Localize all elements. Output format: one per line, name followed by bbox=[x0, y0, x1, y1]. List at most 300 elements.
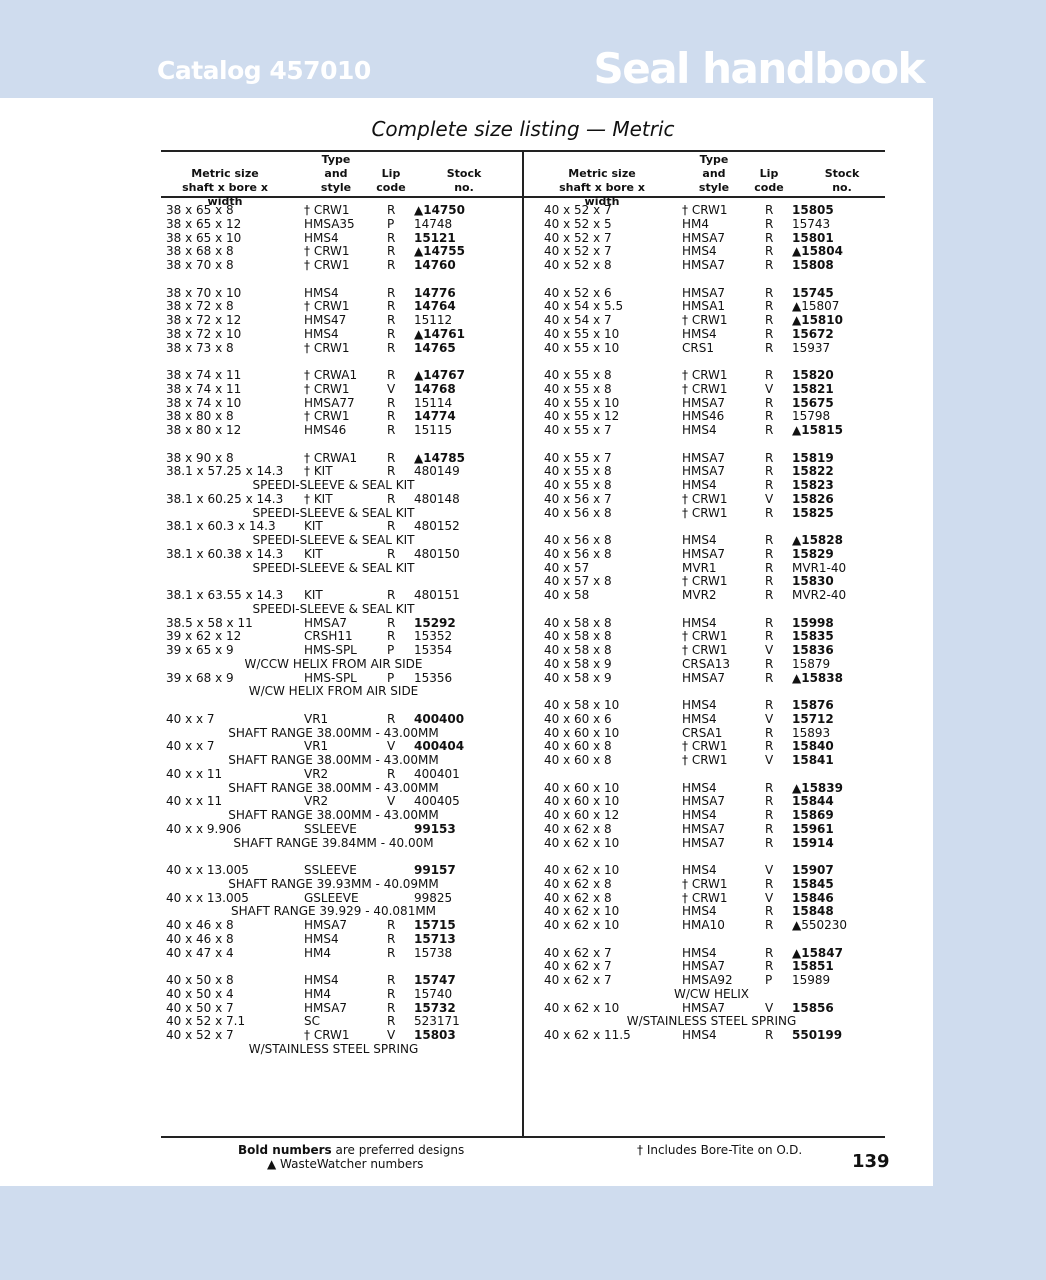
stock-cell: 15738 bbox=[414, 945, 453, 960]
colhead-type-line2: and bbox=[324, 167, 348, 180]
type-cell: HMSA7 bbox=[682, 959, 726, 974]
stock-cell: 14774 bbox=[414, 409, 456, 424]
size-cell: 38 x 72 x 10 bbox=[166, 326, 242, 341]
stock-cell: 15747 bbox=[414, 973, 456, 987]
stock-cell: 480149 bbox=[414, 464, 460, 479]
stock-cell: 15798 bbox=[792, 409, 831, 424]
stock-cell: 523171 bbox=[414, 1014, 460, 1029]
lip-cell: R bbox=[387, 450, 396, 465]
size-cell: 40 x 58 x 9 bbox=[544, 670, 612, 685]
stock-cell: 400404 bbox=[414, 739, 465, 754]
stock-cell: 15914 bbox=[792, 835, 834, 850]
type-cell: VR2 bbox=[304, 794, 329, 809]
size-cell: 40 x 52 x 7 bbox=[166, 1028, 234, 1042]
size-cell: 40 x 62 x 10 bbox=[544, 1000, 620, 1015]
stock-cell: 480151 bbox=[414, 588, 460, 602]
size-cell: 40 x 62 x 8 bbox=[544, 890, 612, 905]
size-cell: 38.1 x 63.55 x 14.3 bbox=[166, 588, 284, 602]
type-cell: HMSA7 bbox=[682, 258, 726, 272]
listing-note: SPEEDI-SLEEVE & SEAL KIT bbox=[252, 601, 415, 616]
lip-cell: R bbox=[765, 1028, 774, 1042]
listing-note: SHAFT RANGE 39.929 - 40.081MM bbox=[230, 904, 437, 919]
stock-cell: MVR2-40 bbox=[792, 588, 847, 602]
lip-cell: R bbox=[765, 546, 774, 561]
type-cell: GSLEEVE bbox=[304, 890, 359, 905]
type-cell: † CRW1 bbox=[304, 381, 350, 396]
size-cell: 38.1 x 60.25 x 14.3 bbox=[166, 491, 284, 506]
colhead-lip-line2: code bbox=[376, 181, 406, 194]
stock-cell: 480152 bbox=[414, 519, 460, 534]
stock-cell: 15672 bbox=[792, 326, 834, 341]
type-cell: † KIT bbox=[304, 464, 333, 479]
listing-note: W/STAINLESS STEEL SPRING bbox=[248, 1041, 419, 1056]
type-cell: † KIT bbox=[304, 491, 333, 506]
colhead-size-right-line2: shaft x bore x width bbox=[559, 181, 645, 208]
stock-cell: 15937 bbox=[792, 340, 831, 355]
stock-cell: 15675 bbox=[792, 395, 834, 410]
size-cell: 40 x 55 x 10 bbox=[544, 395, 620, 410]
lip-cell: R bbox=[387, 409, 396, 424]
size-cell: 38 x 74 x 11 bbox=[166, 368, 242, 382]
lip-cell: R bbox=[387, 546, 396, 561]
type-cell: HMSA7 bbox=[682, 670, 726, 685]
type-cell: HMSA35 bbox=[304, 216, 355, 231]
lip-cell: R bbox=[765, 808, 774, 822]
stock-cell: 15732 bbox=[414, 1000, 456, 1015]
page-title: Complete size listing — Metric bbox=[371, 117, 675, 141]
size-cell: 40 x x 11 bbox=[166, 766, 223, 781]
lip-cell: R bbox=[765, 821, 774, 836]
footer-bold-rest: are preferred designs bbox=[331, 1143, 465, 1157]
colhead-size-line1: Metric size bbox=[191, 167, 259, 180]
size-cell: 40 x 62 x 11.5 bbox=[544, 1028, 631, 1042]
stock-cell: 15805 bbox=[792, 203, 834, 217]
size-cell: 40 x 62 x 7 bbox=[544, 945, 612, 960]
type-cell: HMS4 bbox=[304, 230, 339, 245]
lip-cell: R bbox=[387, 711, 396, 726]
stock-cell: 15352 bbox=[414, 629, 453, 644]
size-cell: 40 x 62 x 10 bbox=[544, 835, 620, 850]
size-cell: 40 x 60 x 10 bbox=[544, 725, 620, 740]
size-cell: 40 x 60 x 10 bbox=[544, 780, 620, 795]
size-cell: 40 x 56 x 8 bbox=[544, 505, 612, 520]
stock-cell: 15114 bbox=[414, 395, 453, 410]
size-cell: 40 x 55 x 7 bbox=[544, 423, 612, 437]
type-cell: SC bbox=[304, 1014, 320, 1029]
type-cell: KIT bbox=[304, 588, 323, 602]
size-cell: 38.5 x 58 x 11 bbox=[166, 615, 253, 630]
type-cell: † CRW1 bbox=[304, 258, 350, 272]
type-cell: HM4 bbox=[682, 216, 710, 231]
type-cell: MVR1 bbox=[682, 560, 717, 575]
type-cell: CRSA13 bbox=[682, 656, 731, 671]
listing-note: W/CCW HELIX FROM AIR SIDE bbox=[244, 656, 423, 671]
type-cell: † CRW1 bbox=[682, 643, 728, 657]
size-cell: 40 x 52 x 7 bbox=[544, 203, 612, 217]
stock-cell: ▲15847 bbox=[792, 945, 843, 960]
lip-cell: R bbox=[765, 835, 774, 850]
lip-cell: R bbox=[387, 615, 396, 630]
footer-wastewatcher-note: ▲ WasteWatcher numbers bbox=[267, 1157, 424, 1171]
lip-cell: R bbox=[765, 450, 774, 465]
size-cell: 40 x 58 x 8 bbox=[544, 643, 612, 657]
size-cell: 40 x 47 x 4 bbox=[166, 945, 234, 960]
size-cell: 40 x 52 x 7.1 bbox=[166, 1014, 246, 1029]
lip-cell: R bbox=[387, 423, 396, 437]
size-cell: 38 x 73 x 8 bbox=[166, 340, 234, 355]
type-cell: † CRW1 bbox=[682, 203, 728, 217]
size-cell: 38 x 70 x 10 bbox=[166, 285, 242, 300]
lip-cell: R bbox=[765, 588, 774, 602]
lip-cell: P bbox=[387, 670, 395, 685]
stock-cell: 15879 bbox=[792, 656, 831, 671]
stock-cell: 15356 bbox=[414, 670, 453, 685]
colhead-stock-line1: Stock bbox=[446, 167, 482, 180]
lip-cell: R bbox=[765, 340, 774, 355]
stock-cell: MVR1-40 bbox=[792, 560, 847, 575]
type-cell: † CRW1 bbox=[682, 629, 728, 644]
type-cell: HMSA7 bbox=[682, 230, 726, 245]
lip-cell: R bbox=[765, 629, 774, 644]
stock-cell: 14768 bbox=[414, 381, 456, 396]
size-cell: 40 x 46 x 8 bbox=[166, 918, 234, 932]
size-cell: 40 x x 13.005 bbox=[166, 890, 249, 905]
size-cell: 40 x 58 x 9 bbox=[544, 656, 612, 671]
size-cell: 40 x 52 x 7 bbox=[544, 230, 612, 245]
lip-cell: R bbox=[765, 959, 774, 974]
size-cell: 38 x 72 x 8 bbox=[166, 299, 234, 314]
lip-cell: R bbox=[765, 313, 774, 327]
size-cell: 40 x 55 x 8 bbox=[544, 464, 612, 479]
stock-cell: ▲14755 bbox=[414, 244, 465, 259]
type-cell: † CRW1 bbox=[682, 876, 728, 891]
colhead-lip-right bbox=[752, 167, 786, 195]
lip-cell: R bbox=[765, 739, 774, 754]
type-cell: HMS4 bbox=[682, 244, 717, 259]
lip-cell: R bbox=[765, 670, 774, 685]
size-cell: 40 x 58 bbox=[544, 588, 590, 602]
size-cell: 40 x 58 x 8 bbox=[544, 615, 612, 630]
lip-cell: R bbox=[765, 656, 774, 671]
colhead-type-right-line3: style bbox=[698, 181, 730, 194]
type-cell: HMS4 bbox=[304, 326, 339, 341]
listing-note: SHAFT RANGE 38.00MM - 43.00MM bbox=[228, 753, 439, 767]
size-cell: 38 x 74 x 10 bbox=[166, 395, 242, 410]
stock-cell: ▲550230 bbox=[792, 918, 848, 932]
stock-cell: 15876 bbox=[792, 698, 834, 712]
lip-cell: R bbox=[387, 986, 396, 1001]
lip-cell: R bbox=[765, 285, 774, 300]
listing-note: SPEEDI-SLEEVE & SEAL KIT bbox=[252, 505, 415, 520]
colhead-stock-right bbox=[818, 167, 866, 195]
footer-bold-note bbox=[238, 1143, 464, 1157]
type-cell: HMS4 bbox=[682, 808, 717, 822]
size-cell: 38 x 74 x 11 bbox=[166, 381, 242, 396]
stock-cell: 15989 bbox=[792, 973, 831, 987]
lip-cell: V bbox=[765, 381, 774, 396]
stock-cell: 15740 bbox=[414, 986, 453, 1001]
stock-cell: 99153 bbox=[414, 821, 456, 836]
size-cell: 38 x 65 x 10 bbox=[166, 230, 242, 245]
type-cell: HMS4 bbox=[682, 904, 717, 919]
type-cell: HMSA7 bbox=[682, 450, 726, 465]
listing-note: SHAFT RANGE 39.84MM - 40.00M bbox=[233, 835, 434, 850]
type-cell: SSLEEVE bbox=[304, 821, 357, 836]
size-cell: 40 x 56 x 8 bbox=[544, 533, 612, 547]
stock-cell: 15846 bbox=[792, 890, 834, 905]
lip-cell: R bbox=[765, 423, 774, 437]
lip-cell: R bbox=[387, 244, 396, 259]
type-cell: † CRW1 bbox=[304, 299, 350, 314]
lip-cell: R bbox=[387, 368, 396, 382]
stock-cell: 480148 bbox=[414, 491, 460, 506]
type-cell: HMS4 bbox=[682, 423, 717, 437]
size-cell: 40 x 62 x 10 bbox=[544, 918, 620, 932]
stock-cell: ▲14761 bbox=[414, 326, 465, 341]
size-cell: 40 x x 13.005 bbox=[166, 863, 249, 877]
type-cell: HMS-SPL bbox=[304, 643, 357, 657]
type-cell: HMS46 bbox=[682, 409, 725, 424]
size-cell: 40 x 60 x 12 bbox=[544, 808, 620, 822]
lip-cell: R bbox=[765, 326, 774, 341]
colhead-stock bbox=[440, 167, 488, 195]
colhead-stock-line2: no. bbox=[454, 181, 474, 194]
type-cell: HMS4 bbox=[682, 326, 717, 341]
type-cell: HMS-SPL bbox=[304, 670, 357, 685]
size-cell: 38.1 x 60.38 x 14.3 bbox=[166, 546, 284, 561]
lip-cell: R bbox=[387, 285, 396, 300]
type-cell: HMS4 bbox=[682, 533, 717, 547]
type-cell: CRSH11 bbox=[304, 629, 353, 644]
stock-cell: 15822 bbox=[792, 464, 834, 479]
type-cell: CRS1 bbox=[682, 340, 714, 355]
colhead-type-right bbox=[690, 153, 738, 195]
type-cell: † CRW1 bbox=[682, 739, 728, 754]
lip-cell: R bbox=[765, 464, 774, 479]
size-cell: 40 x 60 x 8 bbox=[544, 739, 612, 754]
lip-cell: R bbox=[765, 244, 774, 259]
lip-cell: R bbox=[765, 230, 774, 245]
type-cell: † CRW1 bbox=[682, 505, 728, 520]
stock-cell: 99825 bbox=[414, 890, 453, 905]
colhead-size-right-line1: Metric size bbox=[568, 167, 636, 180]
type-cell: HMS4 bbox=[304, 931, 339, 946]
lip-cell: R bbox=[765, 258, 774, 272]
stock-cell: 15851 bbox=[792, 959, 834, 974]
type-cell: HMSA7 bbox=[682, 835, 726, 850]
size-cell: 40 x 52 x 5 bbox=[544, 216, 612, 231]
size-cell: 40 x 60 x 8 bbox=[544, 753, 612, 767]
stock-cell: 99157 bbox=[414, 863, 456, 877]
lip-cell: R bbox=[765, 725, 774, 740]
type-cell: HMSA1 bbox=[682, 299, 726, 314]
stock-cell: 15840 bbox=[792, 739, 834, 754]
type-cell: HMSA7 bbox=[682, 821, 726, 836]
type-cell: HM4 bbox=[304, 986, 332, 1001]
lip-cell: R bbox=[387, 1014, 396, 1029]
stock-cell: ▲14767 bbox=[414, 368, 465, 382]
size-cell: 39 x 65 x 9 bbox=[166, 643, 234, 657]
listing-note: SHAFT RANGE 38.00MM - 43.00MM bbox=[228, 808, 439, 822]
stock-cell: 15869 bbox=[792, 808, 834, 822]
stock-cell: 15998 bbox=[792, 615, 834, 630]
lip-cell: R bbox=[765, 299, 774, 314]
size-cell: 40 x 52 x 8 bbox=[544, 258, 612, 272]
page-number: 139 bbox=[852, 1151, 890, 1172]
size-cell: 40 x 57 x 8 bbox=[544, 574, 612, 589]
type-cell: CRSA1 bbox=[682, 725, 723, 740]
lip-cell: R bbox=[387, 313, 396, 327]
stock-cell: 15844 bbox=[792, 794, 834, 809]
size-cell: 40 x 55 x 10 bbox=[544, 326, 620, 341]
lip-cell: R bbox=[387, 629, 396, 644]
size-cell: 38 x 65 x 12 bbox=[166, 216, 242, 231]
type-cell: † CRW1 bbox=[304, 340, 350, 355]
colhead-type-right-line2: and bbox=[702, 167, 726, 180]
lip-cell: R bbox=[765, 574, 774, 589]
size-cell: 40 x 56 x 7 bbox=[544, 491, 612, 506]
size-cell: 38.1 x 57.25 x 14.3 bbox=[166, 464, 284, 479]
size-cell: 38 x 65 x 8 bbox=[166, 203, 234, 217]
type-cell: HMSA7 bbox=[682, 395, 726, 410]
type-cell: HMS4 bbox=[682, 863, 717, 877]
stock-cell: 15745 bbox=[792, 285, 834, 300]
type-cell: HMSA7 bbox=[682, 794, 726, 809]
type-cell: † CRW1 bbox=[682, 491, 728, 506]
stock-cell: 15961 bbox=[792, 821, 834, 836]
size-cell: 40 x x 9.906 bbox=[166, 821, 242, 836]
colhead-type-right-line1: Type bbox=[699, 153, 729, 166]
type-cell: HMSA7 bbox=[682, 285, 726, 300]
lip-cell: R bbox=[387, 326, 396, 341]
type-cell: KIT bbox=[304, 546, 323, 561]
type-cell: SSLEEVE bbox=[304, 863, 357, 877]
lip-cell: V bbox=[387, 739, 396, 754]
stock-cell: 14748 bbox=[414, 216, 453, 231]
type-cell: † CRW1 bbox=[682, 368, 728, 382]
stock-cell: 15825 bbox=[792, 505, 834, 520]
lip-cell: R bbox=[387, 395, 396, 410]
type-cell: HMSA7 bbox=[304, 615, 348, 630]
listing-note: W/CW HELIX FROM AIR SIDE bbox=[248, 684, 419, 699]
size-cell: 40 x 52 x 6 bbox=[544, 285, 612, 300]
type-cell: † CRW1 bbox=[682, 753, 728, 767]
size-cell: 40 x 58 x 10 bbox=[544, 698, 620, 712]
size-cell: 40 x 62 x 10 bbox=[544, 863, 620, 877]
stock-cell: 15848 bbox=[792, 904, 834, 919]
stock-cell: 15112 bbox=[414, 313, 453, 327]
lip-cell: R bbox=[387, 519, 396, 534]
stock-cell: 15845 bbox=[792, 876, 834, 891]
stock-cell: 15115 bbox=[414, 423, 453, 437]
lip-cell: R bbox=[765, 395, 774, 410]
lip-cell: R bbox=[765, 533, 774, 547]
size-cell: 38 x 70 x 8 bbox=[166, 258, 234, 272]
lip-cell: V bbox=[387, 794, 396, 809]
type-cell: HMS4 bbox=[682, 615, 717, 630]
lip-cell: R bbox=[387, 1000, 396, 1015]
size-cell: 40 x 55 x 8 bbox=[544, 368, 612, 382]
stock-cell: 15713 bbox=[414, 931, 456, 946]
size-cell: 40 x 60 x 6 bbox=[544, 711, 612, 726]
lip-cell: R bbox=[765, 918, 774, 932]
stock-cell: 15823 bbox=[792, 478, 834, 492]
size-cell: 40 x x 7 bbox=[166, 711, 215, 726]
type-cell: † CRW1 bbox=[304, 409, 350, 424]
type-cell: VR2 bbox=[304, 766, 329, 781]
type-cell: † CRWA1 bbox=[304, 368, 358, 382]
colhead-size-line2: shaft x bore x width bbox=[182, 181, 268, 208]
type-cell: HMS47 bbox=[304, 313, 347, 327]
size-cell: 40 x 54 x 7 bbox=[544, 313, 612, 327]
stock-cell: 15820 bbox=[792, 368, 834, 382]
stock-cell: 15715 bbox=[414, 918, 456, 932]
listing-note: SHAFT RANGE 38.00MM - 43.00MM bbox=[228, 780, 439, 795]
lip-cell: R bbox=[765, 945, 774, 960]
type-cell: HMSA7 bbox=[682, 464, 726, 479]
size-cell: 40 x 60 x 10 bbox=[544, 794, 620, 809]
stock-cell: 15836 bbox=[792, 643, 834, 657]
lip-cell: R bbox=[765, 478, 774, 492]
stock-cell: 15907 bbox=[792, 863, 834, 877]
lip-cell: R bbox=[765, 698, 774, 712]
lip-cell: P bbox=[765, 973, 773, 987]
stock-cell: 15830 bbox=[792, 574, 834, 589]
handbook-title: Seal handbook bbox=[593, 44, 924, 93]
stock-cell: 15893 bbox=[792, 725, 831, 740]
type-cell: HM4 bbox=[304, 945, 332, 960]
lip-cell: R bbox=[765, 560, 774, 575]
stock-cell: 400405 bbox=[414, 794, 460, 809]
size-cell: 40 x x 11 bbox=[166, 794, 223, 809]
size-cell: 39 x 62 x 12 bbox=[166, 629, 242, 644]
lip-cell: R bbox=[387, 588, 396, 602]
colhead-stock-right-line1: Stock bbox=[824, 167, 860, 180]
size-cell: 40 x 55 x 10 bbox=[544, 340, 620, 355]
listing-note: W/CW HELIX bbox=[673, 986, 750, 1001]
type-cell: HMSA77 bbox=[304, 395, 355, 410]
lip-cell: R bbox=[387, 230, 396, 245]
stock-cell: ▲15815 bbox=[792, 423, 843, 437]
size-cell: 40 x 58 x 8 bbox=[544, 629, 612, 644]
listing-note: SHAFT RANGE 38.00MM - 43.00MM bbox=[228, 725, 439, 740]
type-cell: † CRW1 bbox=[682, 381, 728, 396]
lip-cell: P bbox=[387, 643, 395, 657]
stock-cell: 14764 bbox=[414, 299, 456, 314]
lip-cell: V bbox=[387, 381, 396, 396]
lip-cell: R bbox=[387, 491, 396, 506]
lip-cell: R bbox=[387, 931, 396, 946]
stock-cell: 15292 bbox=[414, 615, 456, 630]
size-cell: 40 x 55 x 7 bbox=[544, 450, 612, 465]
listing-note: SPEEDI-SLEEVE & SEAL KIT bbox=[252, 560, 415, 575]
type-cell: HMS46 bbox=[304, 423, 347, 437]
size-cell: 38 x 80 x 12 bbox=[166, 423, 242, 437]
type-cell: HMA10 bbox=[682, 918, 725, 932]
size-cell: 38 x 68 x 8 bbox=[166, 244, 234, 259]
type-cell: † CRW1 bbox=[304, 244, 350, 259]
colhead-lip-line1: Lip bbox=[381, 167, 401, 180]
size-cell: 40 x 50 x 7 bbox=[166, 1000, 234, 1015]
size-cell: 39 x 68 x 9 bbox=[166, 670, 234, 685]
size-cell: 38 x 90 x 8 bbox=[166, 450, 234, 465]
type-cell: MVR2 bbox=[682, 588, 717, 602]
stock-cell: 400400 bbox=[414, 711, 465, 726]
stock-cell: 15803 bbox=[414, 1028, 456, 1042]
size-cell: 40 x 62 x 8 bbox=[544, 876, 612, 891]
colhead-type-line1: Type bbox=[321, 153, 351, 166]
size-cell: 40 x 62 x 7 bbox=[544, 959, 612, 974]
